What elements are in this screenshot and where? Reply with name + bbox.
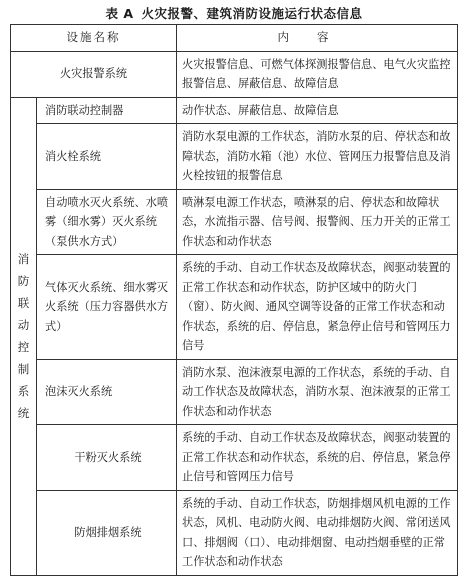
facility-name: 干粉灭火系统 [37,425,177,491]
facility-name: 消防联动控制器 [37,97,177,124]
facility-content: 系统的手动、自动工作状态及故障状态，阀驱动装置的正常工作状态和动作状态，系统的启、停信息，紧急停止信号和管网压力信号 [177,425,458,491]
group-label-char: 制 [17,362,30,376]
facility-name: 消火栓系统 [37,124,177,190]
table-caption [0,4,468,22]
group-label-char: 消 [17,252,30,266]
group-label-char: 统 [17,406,30,420]
table-title: 火灾报警、建筑消防设施运行状态信息 [141,6,363,21]
table-row [11,255,458,360]
group-label-char: 动 [17,318,30,332]
facility-content: 系统的手动、自动工作状态及故障状态，阀驱动装置的正常工作状态和动作状态，防护区域中的防火门（窗）、防火阀、通风空调等设备的正常工作状态和动作状态，系统的启、停信息，紧急停止信号和管网压力信号 [177,255,458,360]
table-header-row [11,25,458,52]
facility-name: 防烟排烟系统 [37,490,177,575]
header-content: 内容 [177,25,458,52]
facility-name: 自动喷水灭火系统、水喷雾（细水雾）灭火系统（泵供水方式） [37,189,177,255]
group-label-char: 防 [17,274,30,288]
facility-name: 气体灭火系统、细水雾灭火系统（压力容器供水方式） [37,255,177,360]
table-row [11,124,458,190]
table-row [11,97,458,124]
facility-content: 喷淋泵电源工作状态，喷淋泵的启、停状态和故障状态，水流指示器、信号阀、报警阀、压力开关的正常工作状态和动作状态 [177,189,458,255]
facility-name-fire-alarm: 火灾报警系统 [11,51,177,97]
linkage-group-label [11,97,37,575]
facility-content: 系统的手动、自动工作状态，防烟排烟风机电源的工作状态，风机、电动防火阀、电动排烟防火阀、常闭送风口、排烟阀（口）、电动排烟窗、电动挡烟垂壁的正常工作状态和动作状态 [177,490,458,575]
table-row [11,425,458,491]
facility-content: 消防水泵电源的工作状态，消防水泵的启、停状态和故障状态，消防水箱（池）水位、管网压力报警信息及消火栓按钮的报警信息 [177,124,458,190]
table-label: 表 A [105,6,134,21]
table-row [11,359,458,425]
table-row [11,51,458,97]
facility-content: 消防水泵、泡沫液泵电源的工作状态，系统的手动、自动工作状态及故障状态，消防水泵、泡沫液泵的正常工作状态和动作状态 [177,359,458,425]
table-row [11,490,458,575]
table-row [11,189,458,255]
facility-name: 泡沫灭火系统 [37,359,177,425]
group-label-char: 控 [17,340,30,354]
facility-content: 动作状态、屏蔽信息、故障信息 [177,97,458,124]
group-label-char: 联 [17,296,30,310]
group-label-char: 系 [17,384,30,398]
facility-content-fire-alarm: 火灾报警信息、可燃气体探测报警信息、电气火灾监控报警信息、屏蔽信息、故障信息 [177,51,458,97]
header-facility-name: 设施名称 [11,25,177,52]
facility-status-table [10,24,458,576]
